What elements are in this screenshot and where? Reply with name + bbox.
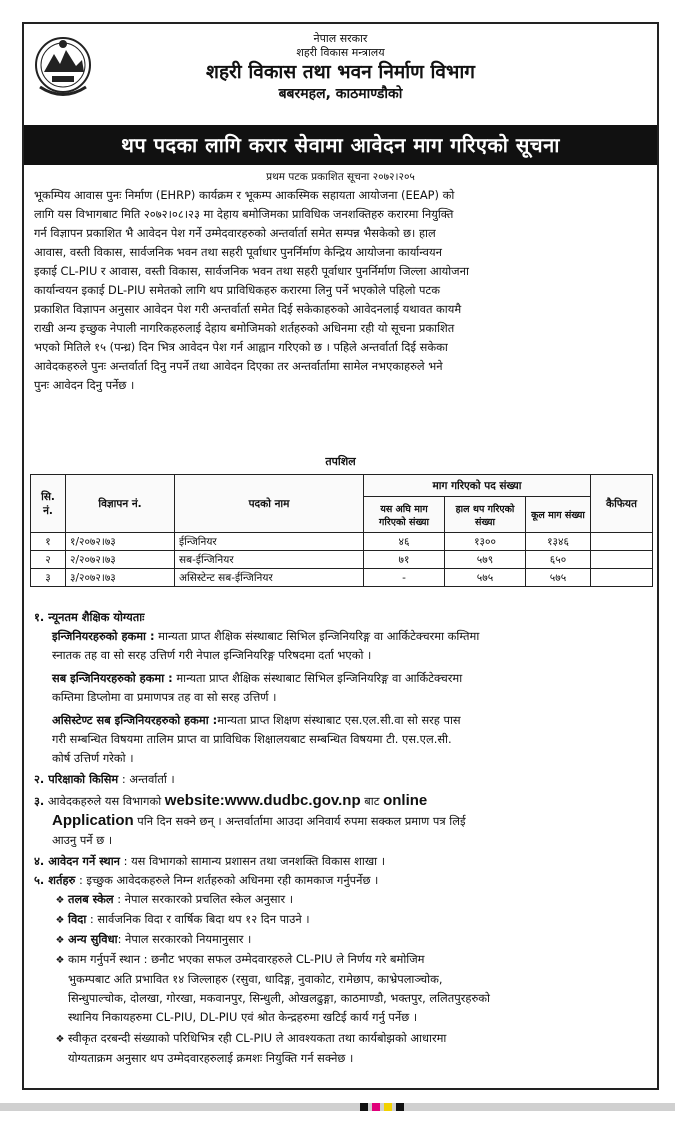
- qualifications-section: [34, 608, 647, 1068]
- cell-previous: ४६: [364, 533, 445, 551]
- application-via: बाट: [364, 794, 380, 808]
- application-word: Application: [52, 812, 134, 829]
- table-row: [31, 551, 653, 569]
- cell-previous: -: [364, 569, 445, 587]
- approved-positions-cont: योग्यताक्रम अनुसार थप उम्मेदवारहरुलाई क्रमशः नियुक्ति गर्न सक्नेछ ।: [68, 1051, 354, 1065]
- black-mark: [396, 1103, 404, 1111]
- cell-sn: २: [31, 551, 66, 569]
- engineer-requirement: मान्यता प्राप्त शैक्षिक संस्थाबाट सिभिल इन्जिनियरिङ्ग वा आर्किटेक्चरमा कम्तिमा: [158, 629, 480, 643]
- government-name: नेपाल सरकार: [313, 32, 368, 45]
- col-header-total: कूल माग संख्या: [526, 497, 591, 533]
- cell-total: ६५०: [526, 551, 591, 569]
- cell-post: सब-ईन्जिनियर: [175, 551, 364, 569]
- cell-post: ईन्जिनियर: [175, 533, 364, 551]
- cell-sn: १: [31, 533, 66, 551]
- asst-engineer-requirement-cont: गरी सम्बन्धित विषयमा तालिम प्राप्त वा प्राविधिक शिक्षालयबाट सम्बन्धित विषयमा टी. एस.एल.सी.: [52, 732, 452, 746]
- notice-frame: [22, 22, 659, 1090]
- asst-engineer-requirement-cont2: कोर्ष उत्तिर्ण गरेको ।: [52, 751, 134, 765]
- cell-post: असिस्टेन्ट सब-ईन्जिनियर: [175, 569, 364, 587]
- sub-engineer-label: सब इन्जिनियरहरुको हकमा :: [52, 671, 173, 685]
- cell-total: ५७५: [526, 569, 591, 587]
- cell-ad-no: २/२०७२।७३: [66, 551, 175, 569]
- notice-title-banner: थप पदका लागि करार सेवामा आवेदन माग गरिएको सूचना: [24, 125, 657, 165]
- intro-paragraph: [34, 186, 647, 395]
- cell-additional: ५७९: [445, 551, 526, 569]
- application-rest: पनि दिन सक्ने छन् । अन्तर्वार्तामा आउदा अनिवार्य रुपमा सक्कल प्रमाण पत्र लिई: [137, 814, 466, 828]
- other-benefits-value: : नेपाल सरकारको नियमानुसार ।: [117, 932, 252, 946]
- table-row: [31, 533, 653, 551]
- black-mark: [360, 1103, 368, 1111]
- intro-line: इकाई CL-PIU र आवास, वस्ती विकास, सार्वजनिक भवन तथा सहरी पूर्वाधार पुनर्निर्माण जिल्ला आयोजना: [34, 264, 469, 278]
- cell-ad-no: ३/२०७२।७३: [66, 569, 175, 587]
- diamond-bullet-icon: ❖: [55, 895, 65, 906]
- conditions-label: ५. शर्तहरु: [34, 873, 76, 887]
- intro-line: लागि यस विभागबाट मिति २०७२।०८।२३ मा देहाय बमोजिमका प्राविधिक जनशक्तिहरु करारमा नियुक्ति: [34, 207, 454, 221]
- intro-line: प्रकाशित विज्ञापन अनुसार आवेदन पेश गरी अन्तर्वार्ता समेत दिई सकेकाहरुको आवेदनलाई यथावत कायमै: [34, 302, 462, 316]
- cell-total: १३४६: [526, 533, 591, 551]
- conditions-intro: : इच्छुक आवेदकहरुले निम्न शर्तहरुको अधिनमा रही कामकाज गर्नुपर्नेछ ।: [78, 873, 379, 887]
- col-header-post: पदको नाम: [175, 475, 364, 533]
- online-word: online: [383, 792, 428, 809]
- website-link[interactable]: website:www.dudbc.gov.np: [164, 792, 361, 809]
- cell-additional: १३००: [445, 533, 526, 551]
- work-location-cont: स्थानिय निकायहरुमा CL-PIU, DL-PIU एवं श्रोत केन्द्रहरुमा खटिई कार्य गर्नु पर्नेछ ।: [68, 1010, 418, 1024]
- work-location-cont: सिन्धुपाल्चोक, दोलखा, गोरखा, मकवानपुर, सिन्धुली, ओखलढुङ्गा, काठमाण्डौ, भक्तपुर, ललितपुरहरुको: [68, 991, 490, 1005]
- asst-engineer-label: असिस्टेण्ट सब इन्जिनियरहरुको हकमा :: [52, 713, 218, 727]
- notice-header: [24, 24, 657, 124]
- col-header-ad-no: विज्ञापन नं.: [66, 475, 175, 533]
- sub-engineer-requirement: मान्यता प्राप्त शैक्षिक संस्थाबाट सिभिल इन्जिनियरिङ्ग वा आर्किटेक्चरमा: [176, 671, 463, 685]
- exam-value: : अन्तर्वार्ता ।: [121, 772, 175, 786]
- posts-table: [30, 474, 653, 587]
- diamond-bullet-icon: ❖: [55, 1034, 65, 1045]
- first-publication-note: प्रथम पटक प्रकाशित सूचना २०७२।२०५: [266, 171, 415, 183]
- place-label: ४. आवेदन गर्ने स्थान: [34, 854, 120, 868]
- intro-line: आवास, वस्ती विकास, सार्वजनिक भवन तथा सहरी पूर्वाधार पुनर्निर्माण केन्द्रिय आयोजना कार्यान्वयन: [34, 245, 442, 259]
- application-rest-cont: आउनु पर्ने छ ।: [52, 833, 113, 847]
- cell-remarks: [591, 569, 653, 587]
- cell-remarks: [591, 551, 653, 569]
- table-row: [31, 569, 653, 587]
- magenta-mark: [372, 1103, 380, 1111]
- intro-line: भएको मितिले १५ (पन्ध्र) दिन भित्र आवेदन पेश गर्न आह्वान गरिएको छ । पहिले अन्तर्वार्ता दिई सकेका: [34, 340, 448, 354]
- place-value: : यस विभागको सामान्य प्रशासन तथा जनशक्ति विकास शाखा ।: [123, 854, 386, 868]
- print-registration-marks: [360, 1100, 420, 1114]
- ministry-name: शहरी विकास मन्त्रालय: [296, 46, 385, 59]
- cell-ad-no: १/२०७२।७३: [66, 533, 175, 551]
- yellow-mark: [384, 1103, 392, 1111]
- department-address: बबरमहल, काठमाण्डौको: [278, 86, 403, 102]
- col-header-previous: यस अघि माग गरिएको संख्या: [364, 497, 445, 533]
- col-header-additional: हाल थप गरिएको संख्या: [445, 497, 526, 533]
- intro-line: गर्न विज्ञापन प्रकाशित भै आवेदन पेश गर्ने उम्मेदवारहरुको अन्तर्वार्ता समेत सम्पन्न भैसकेको छ। हाल: [34, 226, 436, 240]
- cell-remarks: [591, 533, 653, 551]
- col-header-remarks: कैफियत: [591, 475, 653, 533]
- asst-engineer-requirement: मान्यता प्राप्त शिक्षण संस्थाबाट एस.एल.सी.वा सो सरह पास: [217, 713, 461, 727]
- diamond-bullet-icon: ❖: [55, 915, 65, 926]
- approved-positions: स्वीकृत दरबन्दी संख्याको परिधिभित्र रही CL-PIU ले आवश्यकता तथा कार्यबोझको आधारमा: [68, 1031, 447, 1045]
- application-text: आवेदकहरुले यस विभागको: [47, 794, 162, 808]
- application-num: ३.: [34, 794, 45, 808]
- other-benefits-label: अन्य सुविधा: [68, 932, 118, 946]
- cell-previous: ७१: [364, 551, 445, 569]
- engineer-requirement-cont: स्नातक तह वा सो सरह उत्तिर्ण गरी नेपाल इन्जिनियरिङ्ग परिषदमा दर्ता भएको ।: [52, 648, 372, 662]
- cell-sn: ३: [31, 569, 66, 587]
- leave-label: विदा: [68, 912, 87, 926]
- details-heading: तपशिल: [325, 455, 356, 468]
- intro-line: आवेदकहरुले पुनः अन्तर्वार्ता दिनु नपर्ने तथा आवेदन दिएका तर अन्तर्वार्तामा सामेल नभएकाहरुले भने: [34, 359, 443, 373]
- cell-additional: ५७५: [445, 569, 526, 587]
- diamond-bullet-icon: ❖: [55, 955, 65, 966]
- salary-label: तलब स्केल: [68, 892, 114, 906]
- intro-line: राखी अन्य इच्छुक नेपाली नागरिकहरुलाई देहाय बमोजिमको शर्तहरुको अधिनमा रही यो सूचना प्रकाशित: [34, 321, 455, 335]
- leave-value: : सार्वजनिक विदा र वार्षिक बिदा थप १२ दिन पाउने ।: [89, 912, 310, 926]
- work-location-cont: भुकम्पबाट अति प्रभावित १४ जिल्लाहरु (रसुवा, धादिङ्ग, नुवाकोट, रामेछाप, काभ्रेपलाञ्चोक,: [68, 972, 443, 986]
- intro-line: पुनः आवेदन दिनु पर्नेछ ।: [34, 378, 135, 392]
- col-header-sn: सि. नं.: [31, 475, 66, 533]
- salary-value: : नेपाल सरकारको प्रचलित स्केल अनुसार ।: [117, 892, 294, 906]
- department-name: शहरी विकास तथा भवन निर्माण विभाग: [206, 61, 475, 83]
- diamond-bullet-icon: ❖: [55, 935, 65, 946]
- work-location: काम गर्नुपर्ने स्थान : छनौट भएका सफल उम्मेदवारहरुले CL-PIU ले निर्णय गरे बमोजिम: [68, 952, 425, 966]
- exam-label: २. परिक्षाको किसिम: [34, 772, 119, 786]
- qualifications-title: १. न्यूनतम शैक्षिक योग्यताः: [34, 610, 145, 624]
- intro-line: कार्यान्वयन इकाई DL-PIU समेतको लागि थप प्राविधिकहरु करारमा लिनु पर्ने भएकोले पहिलो पटक: [34, 283, 441, 297]
- col-header-demand: माग गरिएको पद संख्या: [364, 475, 591, 497]
- sub-engineer-requirement-cont: कम्तिमा डिप्लोमा वा प्रमाणपत्र तह वा सो सरह उत्तिर्ण ।: [52, 690, 277, 704]
- bottom-strip: [0, 1103, 675, 1111]
- engineer-label: इन्जिनियरहरुको हकमा :: [52, 629, 155, 643]
- intro-line: भूकम्पिय आवास पुनः निर्माण (EHRP) कार्यक्रम र भूकम्प आकस्मिक सहायता आयोजना (EEAP) को: [34, 188, 455, 202]
